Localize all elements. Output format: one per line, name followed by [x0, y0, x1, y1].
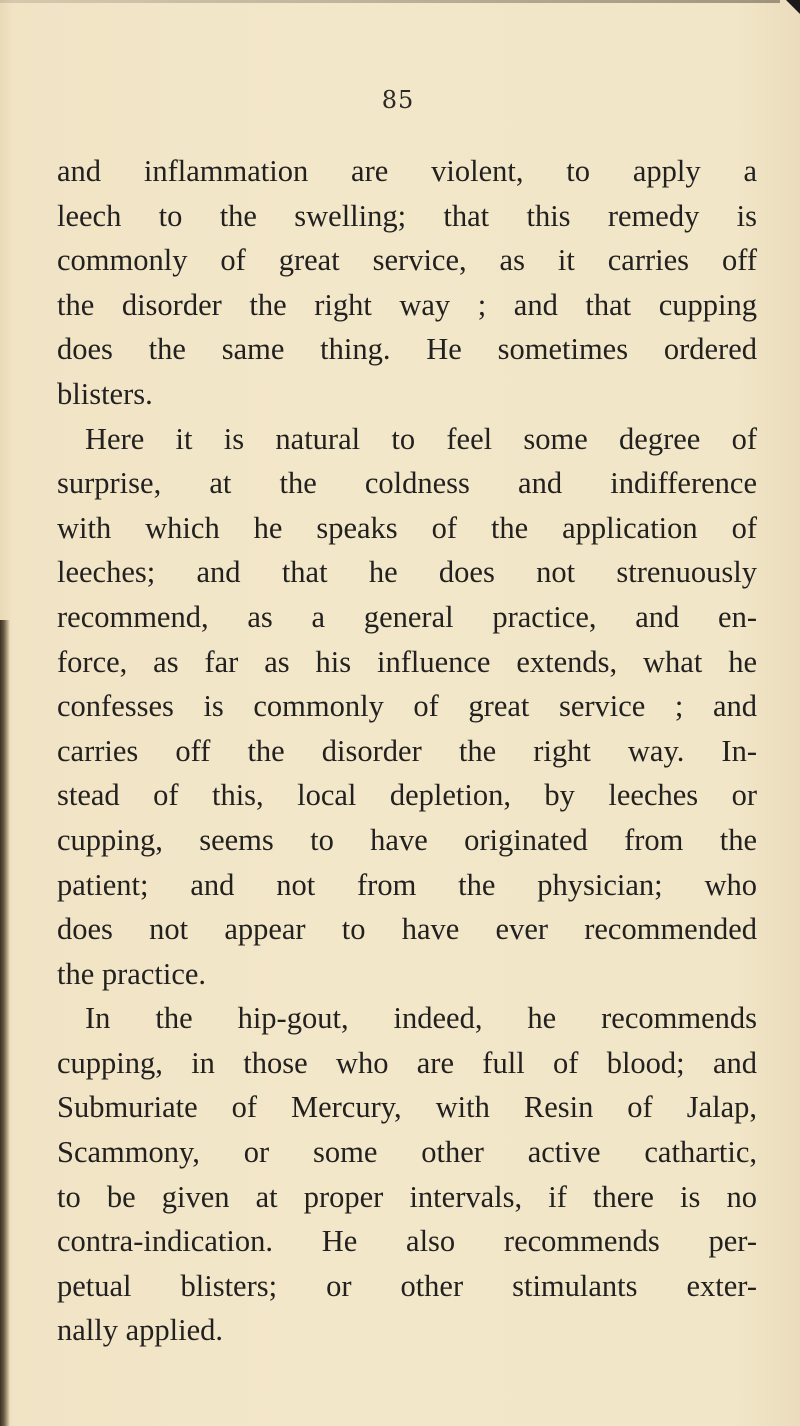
text-line: leeches; and that he does not strenuously	[57, 555, 757, 590]
text-line: the disorder the right way ; and that cupping	[57, 287, 757, 322]
text-line: to be given at proper intervals, if there is no	[57, 1179, 757, 1214]
text-line: the practice.	[57, 956, 207, 991]
page-binding-edge	[0, 620, 10, 1426]
text-line: cupping, seems to have originated from the	[57, 822, 757, 857]
text-line: cupping, in those who are full of blood; and	[57, 1045, 757, 1080]
text-line: petual blisters; or other stimulants exter-	[57, 1268, 757, 1303]
text-line: Here it is natural to feel some degree of	[85, 421, 757, 456]
text-line: does not appear to have ever recommended	[57, 912, 757, 947]
text-line: surprise, at the coldness and indifference	[57, 466, 757, 501]
text-line: with which he speaks of the application of	[57, 510, 757, 545]
text-line: stead of this, local depletion, by leeches or	[57, 778, 757, 813]
page-corner	[786, 0, 800, 14]
text-line: commonly of great service, as it carries off	[57, 243, 757, 278]
text-line: contra-indication. He also recommends per-	[57, 1224, 757, 1259]
text-line: patient; and not from the physician; who	[57, 867, 757, 902]
text-line: recommend, as a general practice, and en-	[57, 599, 757, 634]
text-line: and inflammation are violent, to apply a	[57, 154, 757, 188]
text-line: Scammony, or some other active cathartic,	[57, 1135, 757, 1170]
page-number: 85	[381, 86, 415, 114]
text-line: In the hip-gout, indeed, he recommends	[85, 1001, 757, 1036]
text-line: leech to the swelling; that this remedy is	[57, 198, 757, 233]
page-top-edge	[0, 0, 780, 3]
text-line: Submuriate of Mercury, with Resin of Jalap,	[57, 1090, 757, 1125]
text-line: blisters.	[57, 376, 153, 411]
text-line: nally applied.	[57, 1313, 224, 1348]
text-line: carries off the disorder the right way. In-	[57, 733, 757, 768]
body-text	[57, 149, 757, 1353]
text-line: force, as far as his influence extends, what he	[57, 644, 757, 679]
text-line: confesses is commonly of great service ; and	[57, 689, 757, 724]
text-line: does the same thing. He sometimes ordered	[57, 332, 757, 367]
